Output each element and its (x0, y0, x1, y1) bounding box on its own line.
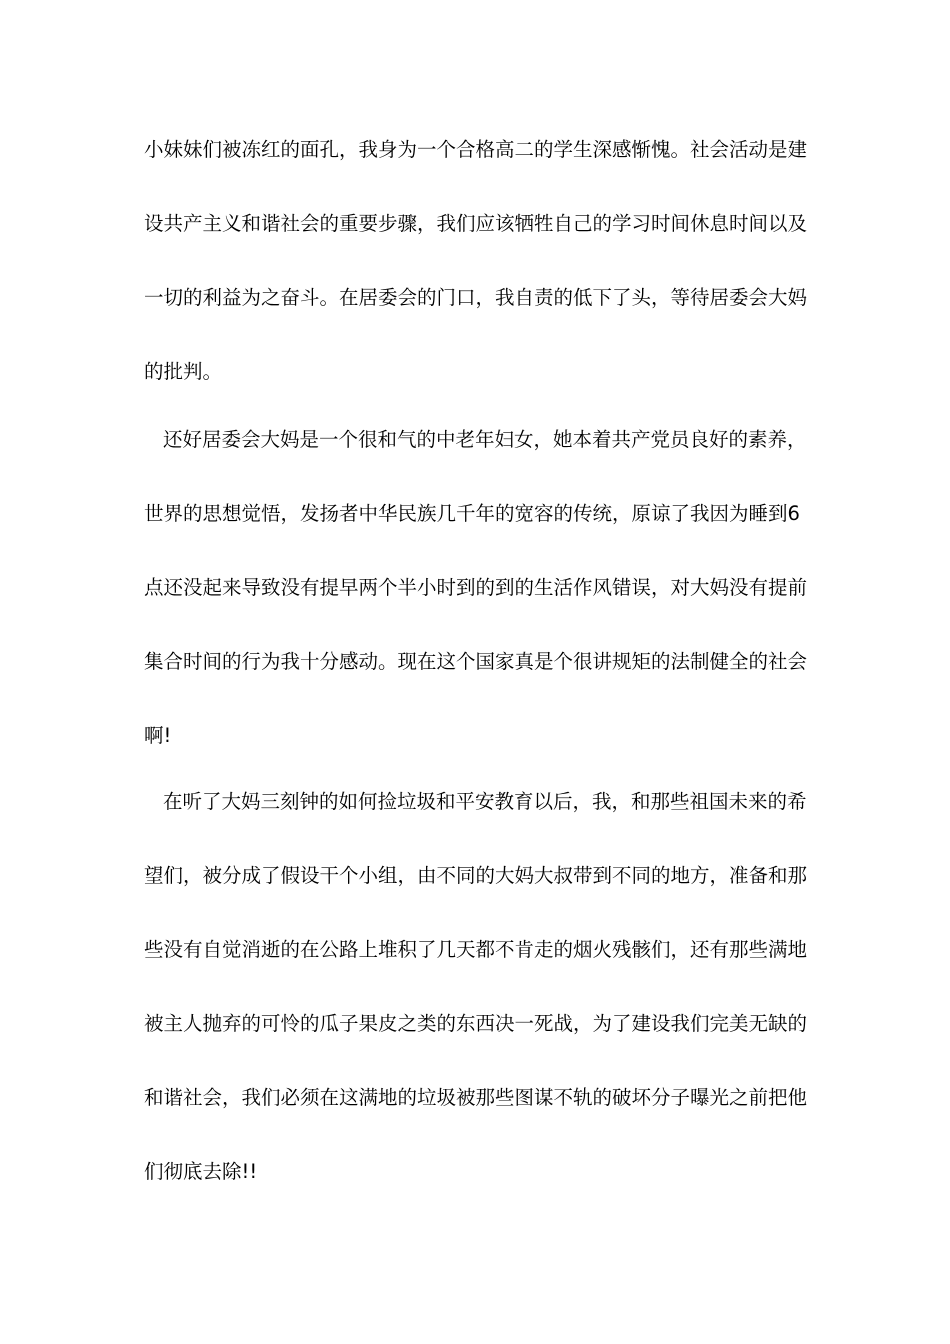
paragraph-3-line-5: 和谐社会，我们必须在这满地的垃圾被那些图谋不轨的破坏分子曝光之前把他 (144, 1086, 808, 1109)
paragraph-3-line-2: 望们，被分成了假设干个小组，由不同的大妈大叔带到不同的地方，准备和那 (144, 864, 808, 887)
paragraph-1-line-1: 小妹妹们被冻红的面孔，我身为一个合格高二的学生深感惭愧。社会活动是建 (144, 138, 808, 161)
paragraph-2-line-3: 点还没起来导致没有提早两个半小时到的到的生活作风错误，对大妈没有提前 (144, 576, 808, 599)
paragraph-1-line-4: 的批判。 (144, 360, 223, 383)
paragraph-2-line-1: 还好居委会大妈是一个很和气的中老年妇女，她本着共产党员良好的素养， (163, 428, 807, 451)
paragraph-3-line-1: 在听了大妈三刻钟的如何捡垃圾和平安教育以后，我，和那些祖国未来的希 (163, 790, 807, 813)
paragraph-1-line-3: 一切的利益为之奋斗。在居委会的门口，我自责的低下了头，等待居委会大妈 (144, 286, 808, 309)
paragraph-3-line-6: 们彻底去除!! (144, 1160, 258, 1183)
paragraph-3-line-4: 被主人抛弃的可怜的瓜子果皮之类的东西决一死战，为了建设我们完美无缺的 (144, 1012, 808, 1035)
paragraph-2-line-2: 世界的思想觉悟，发扬者中华民族几千年的宽容的传统，原谅了我因为睡到6 (144, 502, 800, 525)
paragraph-2-line-5: 啊! (144, 724, 172, 747)
paragraph-3-line-3: 些没有自觉消逝的在公路上堆积了几天都不肯走的烟火残骸们，还有那些满地 (144, 938, 808, 961)
paragraph-1-line-2: 设共产主义和谐社会的重要步骤，我们应该牺牲自己的学习时间休息时间以及 (144, 212, 808, 235)
paragraph-2-line-4: 集合时间的行为我十分感动。现在这个国家真是个很讲规矩的法制健全的社会 (144, 650, 808, 673)
